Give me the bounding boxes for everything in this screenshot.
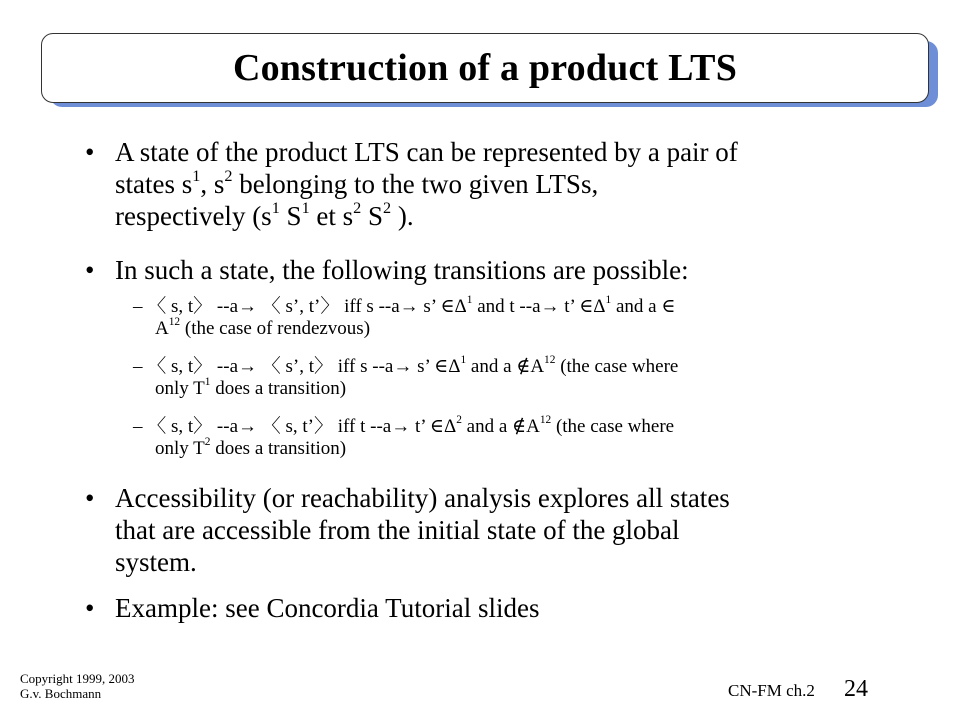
copyright-text: Copyright 1999, 2003	[20, 671, 135, 686]
sub-line: – 〈 s, t〉 --a→ 〈 s’, t〉 iff s --a→ s’ $\in\Delta^1$ and a $\notin A^{12}$ (the case where	[133, 353, 679, 377]
sub-only-t1	[133, 353, 833, 400]
bullet-dot-icon: •	[85, 593, 95, 623]
bullet-line: A state of the product LTS can be represented by a pair of	[115, 137, 738, 167]
sub-only-t2	[133, 413, 833, 460]
bullet-line: respectively ($s^1$ $S^1$ et $s^2$ $S^2$ ).	[115, 198, 414, 231]
bullet-dot-icon: •	[85, 255, 95, 285]
bullet-product-state	[85, 136, 875, 232]
bullet-line: system.	[115, 547, 197, 577]
bullet-example	[85, 592, 875, 624]
bullet-accessibility	[85, 482, 875, 578]
slide-title: Construction of a product LTS	[232, 47, 738, 89]
sub-rendezvous	[133, 293, 833, 340]
bullet-line: states $s^1$, $s^2$ belonging to the two given LTSs,	[115, 166, 599, 199]
page-number: 24	[844, 676, 868, 702]
sub-line: $A^{12}$ (the case of rendezvous)	[155, 315, 371, 339]
sub-line: – 〈 s, t〉 --a→ 〈 s’, t’〉 iff s --a→ s’ $\in\Delta^1$ and t --a→ t’ $\in\Delta^1$ and a ∈	[133, 293, 676, 317]
bullet-transitions	[85, 254, 875, 286]
bullet-line: that are accessible from the initial state of the global	[115, 515, 680, 545]
sub-line: only $T^2$ does a transition)	[155, 435, 347, 459]
footer-chapter: CN-FM ch.2	[728, 681, 815, 700]
sub-line: – 〈 s, t〉 --a→ 〈 s, t’〉 iff t --a→ t’ $\in\Delta^2$ and a $\notin A^{12}$ (the case where	[133, 413, 675, 437]
bullet-line: Accessibility (or reachability) analysis explores all states	[115, 483, 730, 513]
bullet-line: Example: see Concordia Tutorial slides	[115, 593, 540, 623]
bullet-dot-icon: •	[85, 137, 95, 167]
bullet-dot-icon: •	[85, 483, 95, 513]
sub-line: only $T^1$ does a transition)	[155, 375, 347, 399]
footer-copyright	[20, 671, 134, 701]
author-text: G.v. Bochmann	[20, 686, 102, 701]
bullet-line: In such a state, the following transitions are possible:	[115, 255, 689, 285]
